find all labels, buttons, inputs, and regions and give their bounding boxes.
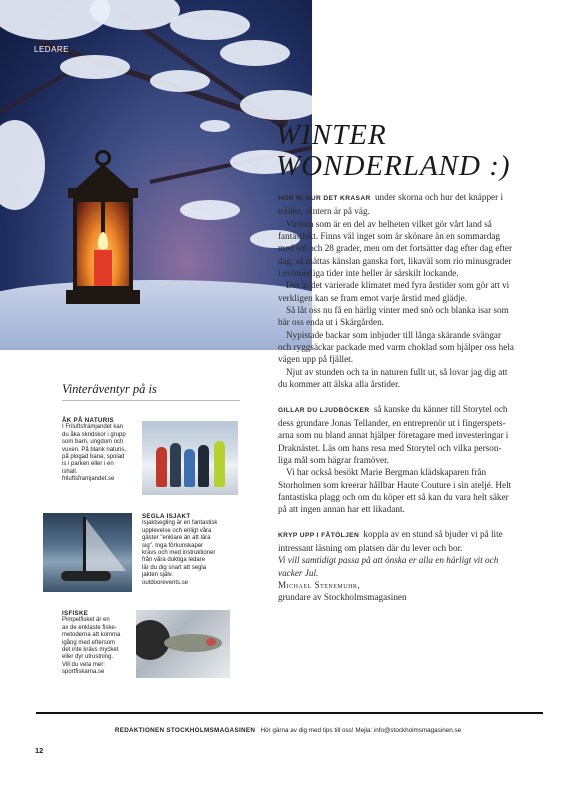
title-line-2: WONDERLAND :) [276,150,511,182]
section-label: LEDARE [34,45,70,54]
signature [278,579,514,604]
paragraph: Vintern som är en del av helheten vilket gör vårt land så fantastiskt. Finns väl inget som är skönare än en sommardag med sol och 28 grader, men om det fortsätter dag efter dag efter dag, så mättas känslan ganska fort, likaväl som rio minusgrader i evinnerliga tider inte heller är särskilt lockande. [278,218,513,279]
box-text: I Friluftsfrämjandet kan du åka skridskor i grupp som barn, ungdom och vuxen. På blank naturis, på plogad bana, spolad is i parken eller i en ishall. friluftsframjandet.se [62,424,127,483]
paragraph: Så låt oss nu få en härlig vinter med snö och blanka isar som bär oss enda ut i Skärgården. [278,305,509,328]
paragraph: Det är det varierade klimatet med fyra årstider som gör att vi verkligen kan se fram emot varje årstid med glädje. [278,280,510,303]
box-heading: SEGLA ISJAKT [142,513,191,520]
sidebar-box-iceyacht [142,513,238,587]
hero-photo [0,0,312,350]
ice-fishing-photo [136,610,230,678]
article-title [276,120,511,182]
signature-role: grundare av Stockholmsmagasinen [278,592,407,603]
signature-name: Michael Stenemuhr, [278,579,361,590]
page-number: 12 [35,746,44,755]
paragraph: Nypistade backar som inbjuder till långa skärande svängar och ryggsäckar packade med varm choklad som hjälper oss hela vägen upp på fjället. [278,329,514,365]
paragraph: KRYP UPP I FÅTÖLJEN koppla av en stund så bjuder vi på lite intressant läsning om platsen där du lever och bor. [278,528,503,553]
lantern-illustration [66,150,140,310]
paragraph: Njut av stunden och ta in naturen fullt ut, så lovar jag dig att du kommer att älska alla årstider. [278,366,508,390]
skating-group-photo [142,421,238,495]
article-body [278,191,514,604]
closing-wish: Vi vill samtidigt passa på att önska er alla en härligt vit och vacker Jul. [278,555,499,578]
box-text: Pimpelfisket är en av de enklaste fiske- metoderna att komma igång med eftersom det inte krävs mycket eller dyr utrustning. Vill du veta mer: sportfiskarna.se [62,617,121,676]
footer [0,727,576,734]
footer-contact[interactable]: Hör gärna av dig med tips till oss! Mejla: info@stockholmsmagasinen.se [260,727,462,734]
paragraph: GILLAR DU LJUDBÖCKER så kanske du känner till Storytel och dess grundare Jonas Tellander, en entreprenör ut i fingerspets-arna som nu bland annat hjälper företagare med investeringar i Draknästet. Läs om hans resa med Storytel och vilka person-liga mål som hägrar framöver. [278,403,509,465]
title-line-1: WINTER [276,119,387,151]
sidebar-box-skating [62,417,140,484]
box-text: Isjaktsegling är en fantastisk upplevelse och enligt våra gäster "enklare än att lära sig". Inga förkunskaper krävs och med instruktioner från våra duktiga ledare lär du dig snart att segla jakten själv. outdoorevents.se [142,520,218,586]
paragraph: HÖR NI HUR DET KRASAR under skorna och hur det knäpper i träden, vintern är på väg. [278,192,504,217]
sidebar-box-icefishing [62,610,134,677]
footer-divider [36,712,543,714]
lead-in: KRYP UPP I FÅTÖLJEN [278,531,360,539]
box-heading: ÅK PÅ NATURIS [62,417,114,424]
ice-yacht-photo [43,513,132,592]
lead-in: HÖR NI HUR DET KRASAR [278,195,371,202]
paragraph: Vi har också besökt Marie Bergman klädskaparen från Storholmen som kreerar hållbar Haute Couture i sin ateljé. Helt fantastiska plagg och om du köper ett så kan du vara helt säker på att ingen annan har ett likadant. [278,467,512,515]
footer-org: REDAKTIONEN STOCKHOLMSMAGASINEN [114,727,256,734]
box-heading: ISFISKE [62,610,89,617]
sidebar-title: Vinteräventyr på is [62,382,157,396]
lead-in: GILLAR DU LJUDBÖCKER [278,406,370,414]
sidebar-divider [62,400,240,401]
